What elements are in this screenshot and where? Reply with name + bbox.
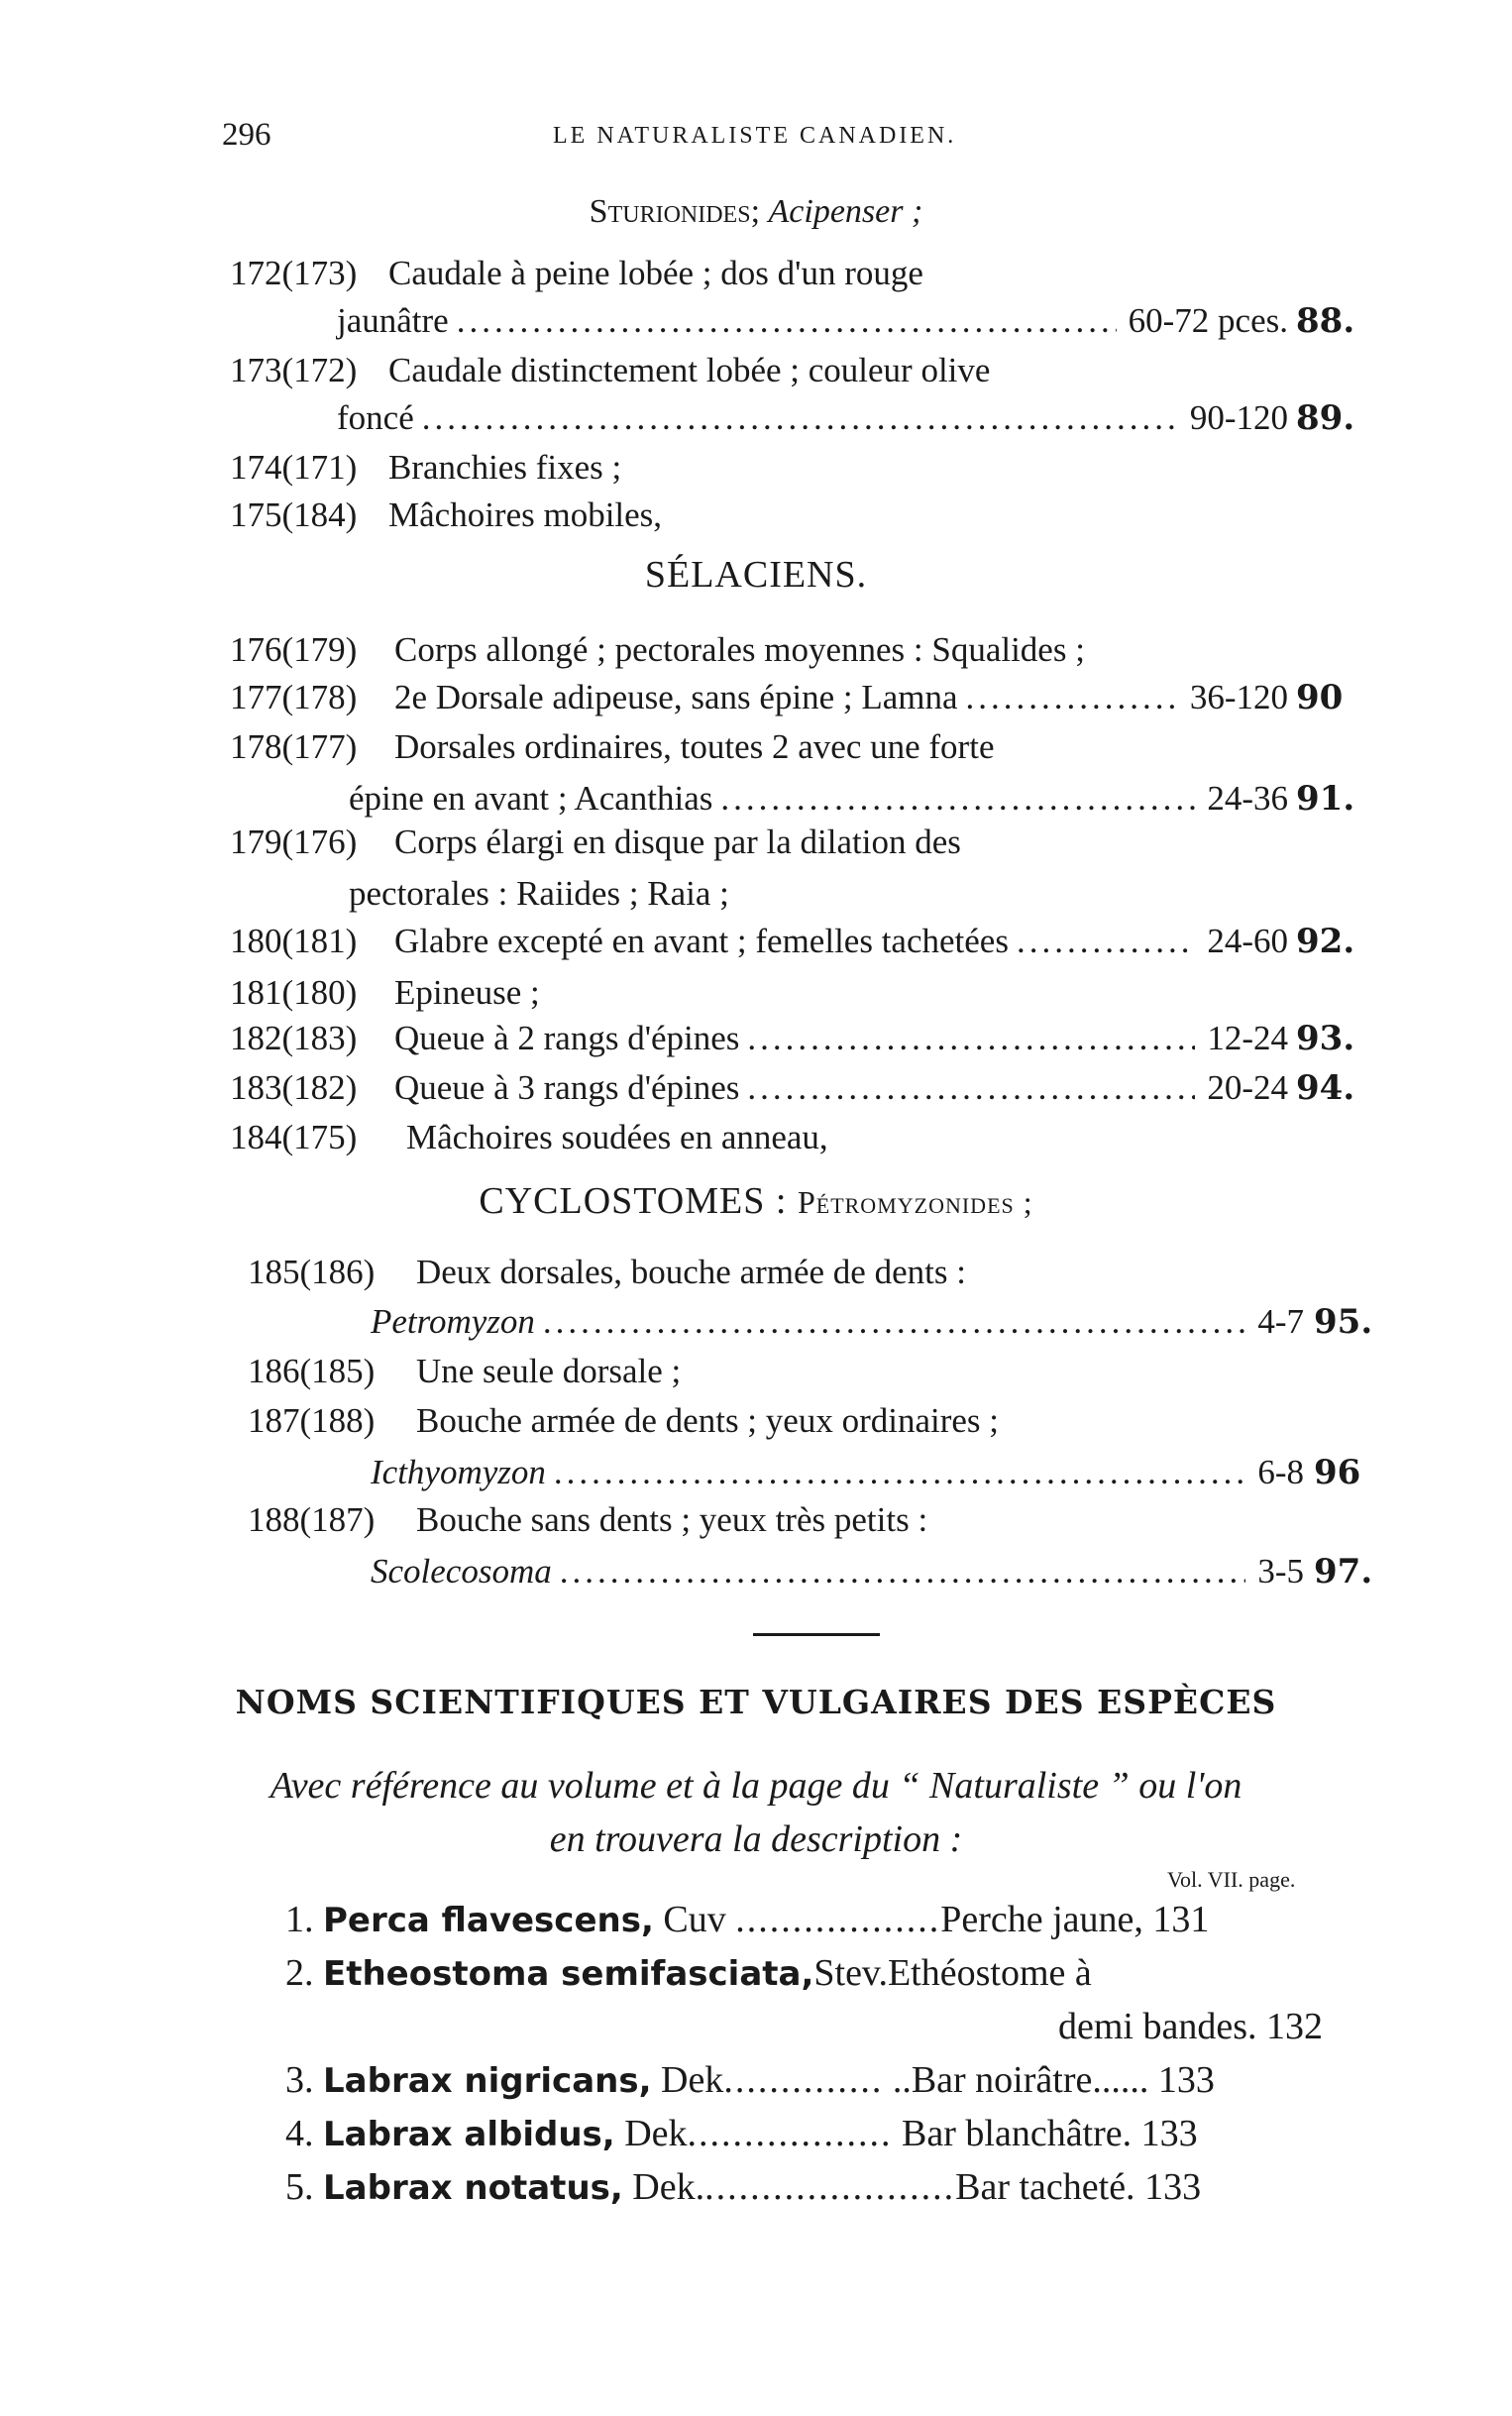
author: Dek [661,2059,724,2101]
key-number: 175(184) [230,495,358,534]
family-name: Pétromyzonides ; [797,1184,1033,1220]
key-entry-187 [0,1397,1512,1492]
key-text: Glabre excepté en avant ; femelles tachetées [394,922,1009,960]
key-text: Queue à 3 rangs d'épines [394,1068,740,1107]
key-number: 184(175) [230,1118,358,1156]
common-name: Bar tacheté. [955,2166,1135,2208]
scientific-name: Labrax albidus, [323,2115,615,2154]
species-ref: 90 [1296,678,1344,717]
size-range: 90-120 [1189,398,1288,437]
species-ref: 94. [1296,1068,1355,1108]
page-ref: 131 [1152,1899,1210,1940]
key-text: pectorales : Raiides ; Raia ; [349,874,729,913]
size-range: 3-5 [1257,1552,1304,1591]
section-heading-selaciens: SÉLACIENS. [644,554,868,596]
key-text: Deux dorsales, bouche armée de dents : [416,1253,966,1291]
key-text: Une seule dorsale ; [416,1352,682,1390]
species-ref: 95. [1314,1302,1373,1342]
key-text: Dorsales ordinaires, toutes 2 avec une forte [394,727,995,766]
page-ref: 133 [1144,2166,1202,2208]
size-range: 20-24 [1207,1068,1288,1107]
key-number: 176(179) [230,630,358,669]
species-entry-2 [285,1948,1375,1999]
species-ref: 91. [1296,779,1355,819]
genus-name: Icthyomyzon [371,1453,546,1491]
species-entry-3: 3. Labrax nigricans, Dek.............. ..Bar noirâtre...... 133 [285,2059,1215,2101]
key-number: 173(172) [230,351,358,389]
key-leader-line [371,1298,1304,1346]
common-name: Ethéostome à [887,1952,1092,1994]
key-number: 178(177) [230,727,358,766]
key-text: Bouche sans dents ; yeux très petits : [416,1500,928,1539]
genus-name: Acipenser ; [768,193,923,230]
species-entry-4: 4. Labrax albidus, Dek.................. Bar blanchâtre. 133 [285,2113,1198,2154]
key-leader-line [349,775,1288,823]
species-entry-2-cont [1058,2002,1323,2051]
species-ref: 89. [1296,398,1355,438]
species-ref: 92. [1296,922,1355,961]
key-leader-line [394,918,1288,965]
key-number: 188(187) [248,1500,376,1539]
page-ref: 133 [1157,2059,1215,2101]
entry-number: 5. [285,2166,314,2208]
key-number: 180(181) [230,922,358,960]
size-range: 24-60 [1207,922,1288,960]
page-ref: 132 [1266,2006,1324,2047]
species-ref: 97. [1314,1552,1373,1592]
size-range: 24-36 [1207,779,1288,818]
scientific-name: Perca flavescens, [323,1901,654,1940]
key-text: Epineuse ; [394,973,540,1012]
page-ref: 133 [1140,2113,1198,2154]
key-leader-line [371,1449,1304,1496]
key-text: 2e Dorsale adipeuse, sans épine ; Lamna [394,678,958,716]
page-number: 296 [222,117,271,153]
key-text: Corps allongé ; pectorales moyennes : Squalides ; [394,630,1085,669]
common-name: Bar blanchâtre. [902,2113,1133,2154]
key-text: foncé [337,398,414,437]
key-number: 179(176) [230,823,358,861]
author: Dek. [632,2166,705,2208]
entry-number: 3. [285,2059,314,2101]
key-number: 181(180) [230,973,358,1012]
common-name: ..Bar noirâtre...... [892,2059,1149,2101]
key-text: épine en avant ; Acanthias [349,779,713,818]
common-name: demi bandes. [1058,2006,1257,2047]
key-leader-line [394,674,1288,721]
sturionides-heading: Sturionides; Acipenser ; [589,193,923,230]
key-leader-line [394,1064,1288,1112]
key-entry-185 [0,1249,1512,1344]
key-text: Bouche armée de dents ; yeux ordinaires ; [416,1401,999,1440]
size-range: 60-72 pces. [1128,301,1288,340]
entry-number: 2. [285,1952,314,1994]
entry-number: 4. [285,2113,314,2154]
key-number: 183(182) [230,1068,358,1107]
key-text: jaunâtre [337,301,449,340]
species-ref: 93. [1296,1019,1355,1058]
key-text: Branchies fixes ; [388,448,622,487]
journal-title: LE NATURALISTE CANADIEN. [553,123,957,149]
key-text: Mâchoires soudées en anneau, [406,1118,828,1156]
index-subtitle-line2: en trouvera la description : [549,1818,963,1860]
species-entry-5: 5. Labrax notatus, Dek.......................Bar tacheté. 133 [285,2166,1202,2208]
key-leader-line [337,394,1288,442]
author: Cuv [663,1899,726,1940]
key-number: 177(178) [230,678,358,716]
key-leader-line [394,1015,1288,1062]
key-number: 182(183) [230,1019,358,1057]
volume-page-reference: Vol. VII. page. [1167,1867,1296,1892]
section-title: CYCLOSTOMES : [479,1180,788,1222]
size-range: 4-7 [1257,1302,1304,1341]
key-entry-178 [0,723,1512,819]
key-text: Mâchoires mobiles, [388,495,663,534]
section-heading-cyclostomes [0,1179,1512,1223]
entry-number: 1. [285,1899,314,1940]
species-entry-1: 1. Perca flavescens, Cuv ..................Perche jaune, 131 [285,1899,1210,1940]
scientific-name: Labrax nigricans, [323,2061,652,2101]
key-entry-179 [0,819,1512,914]
size-range: 36-120 [1189,678,1288,716]
key-text: Corps élargi en disque par la dilation des [394,823,961,861]
key-text: Caudale distinctement lobée ; couleur olive [388,351,991,389]
genus-name: Scolecosoma [371,1552,552,1591]
key-entry-172 [0,250,1512,345]
key-number: 172(173) [230,254,358,292]
common-name: Perche jaune, [940,1899,1143,1940]
key-number: 186(185) [248,1352,376,1390]
key-entry-173 [0,347,1512,442]
key-number: 185(186) [248,1253,376,1291]
author: Stev. [813,1952,888,1994]
species-ref: 88. [1296,301,1355,341]
size-range: 6-8 [1257,1453,1304,1491]
species-ref: 96 [1314,1453,1361,1492]
scientific-name: Etheostoma semifasciata, [323,1954,814,1994]
index-subtitle-line1: Avec référence au volume et à la page du “ Naturaliste ” ou l'on [270,1765,1242,1807]
author: Dek [624,2113,688,2154]
key-leader-line [337,297,1288,345]
key-text: Caudale à peine lobée ; dos d'un rouge [388,254,923,292]
key-entry-188 [0,1496,1512,1592]
key-number: 187(188) [248,1401,376,1440]
index-title: NOMS SCIENTIFIQUES ET VULGAIRES DES ESPÈCES [235,1683,1277,1721]
family-name: Sturionides [589,193,751,230]
key-text: Queue à 2 rangs d'épines [394,1019,740,1057]
scientific-name: Labrax notatus, [323,2168,623,2208]
key-leader-line [371,1548,1304,1595]
size-range: 12-24 [1207,1019,1288,1057]
genus-name: Petromyzon [371,1302,535,1341]
key-number: 174(171) [230,448,358,487]
section-divider [753,1633,880,1636]
